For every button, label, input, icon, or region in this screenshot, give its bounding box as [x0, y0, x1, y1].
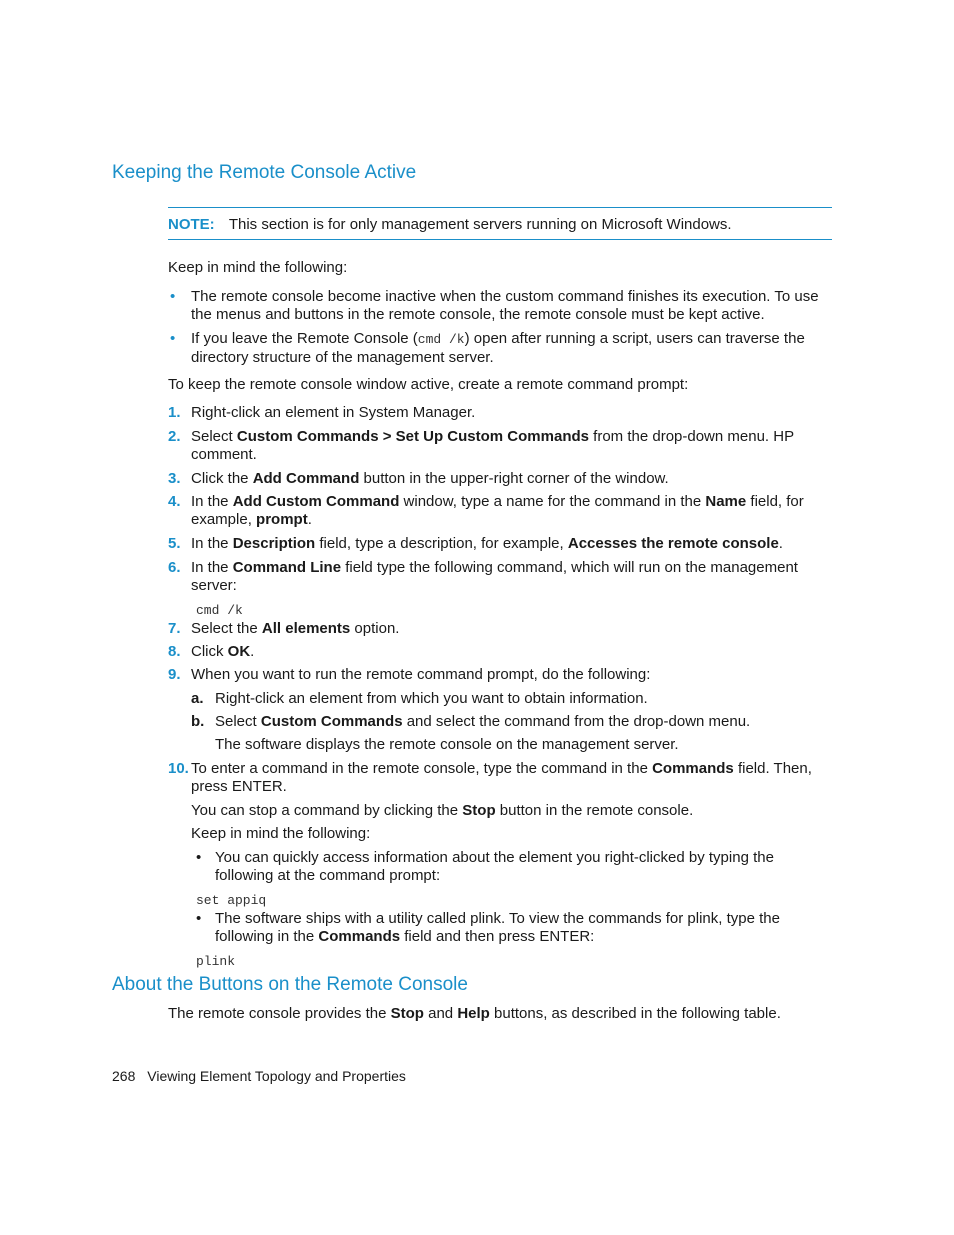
- page-number: 268: [112, 1068, 136, 1084]
- footer-title: Viewing Element Topology and Properties: [147, 1068, 406, 1084]
- step-number: 5.: [168, 535, 181, 552]
- step-number: 10.: [168, 760, 189, 777]
- stop-text: You can stop a command by clicking the Stop button in the remote console.: [191, 802, 694, 819]
- section-heading: About the Buttons on the Remote Console: [112, 974, 468, 995]
- section-heading: Keeping the Remote Console Active: [112, 162, 417, 183]
- inner-bullet: The software ships with a utility called plink. To view the commands for plink, type the following in the Commands field and then press ENTER:: [215, 910, 780, 945]
- bullet-item: If you leave the Remote Console (cmd /k) open after running a script, users can traverse the directory structure of the management server.: [191, 330, 805, 366]
- step-5: In the Description field, type a description, for example, Accesses the remote console.: [191, 535, 783, 552]
- step-number: 3.: [168, 470, 181, 487]
- code-block: cmd /k: [196, 603, 243, 618]
- step-number: 7.: [168, 620, 181, 637]
- step-9: When you want to run the remote command prompt, do the following:: [191, 666, 651, 683]
- note-bottom-rule: [168, 239, 832, 240]
- step-7: Select the All elements option.: [191, 620, 400, 637]
- lead-text: To keep the remote console window active, create a remote command prompt:: [168, 376, 689, 393]
- step-1: Right-click an element in System Manager.: [191, 404, 476, 421]
- step-number: 4.: [168, 493, 181, 510]
- note-top-rule: [168, 207, 832, 208]
- substep-marker: a.: [191, 690, 204, 707]
- step-number: 9.: [168, 666, 181, 683]
- step-6: In the Command Line field type the following command, which will run on the management server:: [191, 559, 798, 594]
- substep-marker: b.: [191, 713, 205, 730]
- bullet-item: The remote console become inactive when the custom command finishes its execution. To use the menus and buttons in the remote console, the remote console must be kept active.: [191, 288, 819, 323]
- bullet-marker: •: [170, 288, 176, 305]
- keep-text: Keep in mind the following:: [191, 825, 371, 842]
- section2-text: The remote console provides the Stop and Help buttons, as described in the following table.: [168, 1005, 781, 1022]
- step-number: 2.: [168, 428, 181, 445]
- step-3: Click the Add Command button in the upper-right corner of the window.: [191, 470, 669, 487]
- substep-note: The software displays the remote console on the management server.: [215, 736, 679, 753]
- substep-b: Select Custom Commands and select the command from the drop-down menu.: [215, 713, 751, 730]
- note-text: This section is for only management servers running on Microsoft Windows.: [228, 216, 732, 233]
- bullet-marker: •: [196, 849, 202, 866]
- step-2: Select Custom Commands > Set Up Custom Commands from the drop-down menu. HP comment.: [191, 428, 794, 463]
- step-number: 1.: [168, 404, 181, 421]
- step-8: Click OK.: [191, 643, 255, 660]
- step-10: To enter a command in the remote console, type the command in the Commands field. Then, press ENTER.: [191, 760, 812, 795]
- bullet-marker: •: [170, 330, 176, 347]
- step-number: 6.: [168, 559, 181, 576]
- inline-code: cmd /k: [417, 332, 465, 347]
- code-block: plink: [196, 954, 236, 969]
- bullet-marker: •: [196, 910, 202, 927]
- note-label: NOTE:: [168, 216, 215, 233]
- intro-text: Keep in mind the following:: [168, 259, 348, 276]
- step-4: In the Add Custom Command window, type a name for the command in the Name field, for example, prompt.: [191, 493, 804, 528]
- note: [168, 216, 832, 234]
- code-block: set appiq: [196, 893, 267, 908]
- substep-a: Right-click an element from which you want to obtain information.: [215, 690, 648, 707]
- step-number: 8.: [168, 643, 181, 660]
- inner-bullet: You can quickly access information about the element you right-clicked by typing the following at the command prompt:: [215, 849, 774, 884]
- page-footer: [112, 1067, 406, 1085]
